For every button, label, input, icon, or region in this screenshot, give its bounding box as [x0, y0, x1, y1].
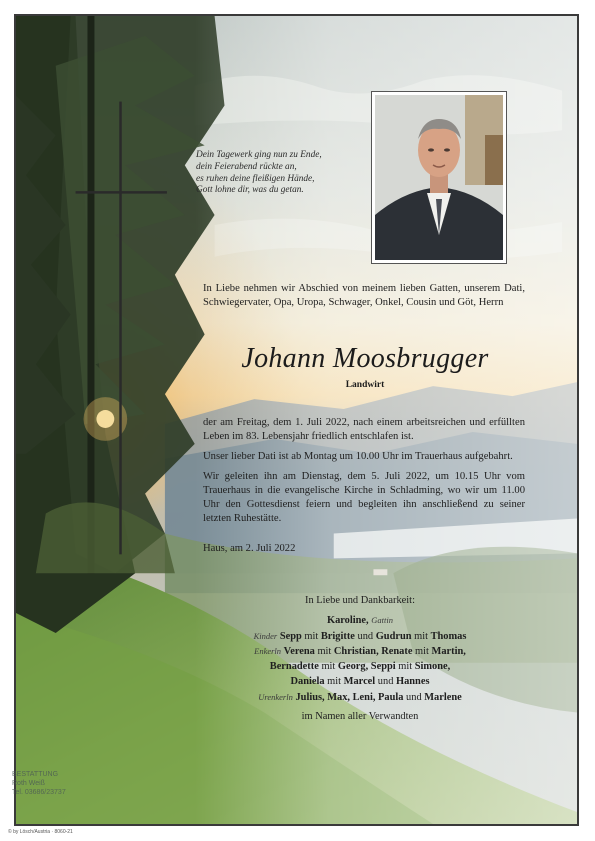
- intro-text: In Liebe nehmen wir Abschied von meinem lieben Gatten, unserem Dati, Schwiegervater, Opa, Uropa, Schwager, Onkel, Cousin und Göt, Herrn: [203, 283, 525, 308]
- occupation: Landwirt: [345, 380, 385, 390]
- mourners-list: [220, 594, 500, 724]
- stamp-line: Tel. 03686/23737: [12, 789, 66, 796]
- death-paragraph: der am Freitag, dem 1. Juli 2022, nach einem arbeitsreichen und erfüllten Leben im 83. Lebensjahr friedlich entschlafen ist.: [203, 417, 525, 442]
- mourners-great-grandchildren: Urenkerln Julius, Max, Leni, Paula und Marlene: [258, 691, 462, 703]
- poem-line: es ruhen deine fleißigen Hände,: [196, 173, 315, 184]
- poem-line: dein Feierabend rückte an,: [196, 161, 297, 172]
- mourners-footer: im Namen aller Verwandten: [301, 710, 419, 722]
- portrait-photo: [371, 91, 507, 264]
- cross-vertical: [119, 102, 121, 555]
- poem-line: Gott lohne dir, was du getan.: [196, 185, 304, 196]
- cross-horizontal: [76, 191, 167, 193]
- portrait-image: [375, 95, 503, 260]
- mourners-wife: Karoline, Gattin: [326, 614, 393, 626]
- mourners-grandchildren-3: Daniela mit Marcel und Hannes: [290, 675, 430, 687]
- mourners-children: Kinder Sepp mit Brigitte und Gudrun mit Thomas: [253, 630, 467, 642]
- deceased-name: Johann Moosbrugger: [241, 343, 489, 374]
- mourners-grandchildren-2: Bernadette mit Georg, Seppi mit Simone,: [269, 661, 451, 673]
- announcement-body: [203, 416, 525, 532]
- funeral-home-stamp: [12, 770, 66, 797]
- poem: [196, 150, 364, 197]
- stamp-line: Roth Weiß: [12, 780, 45, 787]
- stamp-line: BESTATTUNG: [12, 771, 59, 778]
- funeral-paragraph: Wir geleiten ihn am Dienstag, dem 5. Juli 2022, um 10.15 Uhr vom Trauerhaus in die evangelische Kirche in Schladming, wo wir um 11.00 Uhr den Gottesdienst feiern und begleiten ihn anschließend zu seiner letzten Ruhestätte.: [203, 471, 525, 524]
- viewing-paragraph: Unser lieber Dati ist ab Montag um 10.00 Uhr im Trauerhaus aufgebahrt.: [203, 451, 513, 462]
- place-date: Haus, am 2. Juli 2022: [203, 543, 296, 554]
- poem-line: Dein Tagewerk ging nun zu Ende,: [196, 150, 322, 160]
- mourners-heading: In Liebe und Dankbarkeit:: [305, 595, 415, 606]
- mourners-grandchildren-1: Enkerln Verena mit Christian, Renate mit Martin,: [254, 646, 466, 658]
- copyright-notice: © by Lösch/Austria · 8060-21: [8, 829, 73, 835]
